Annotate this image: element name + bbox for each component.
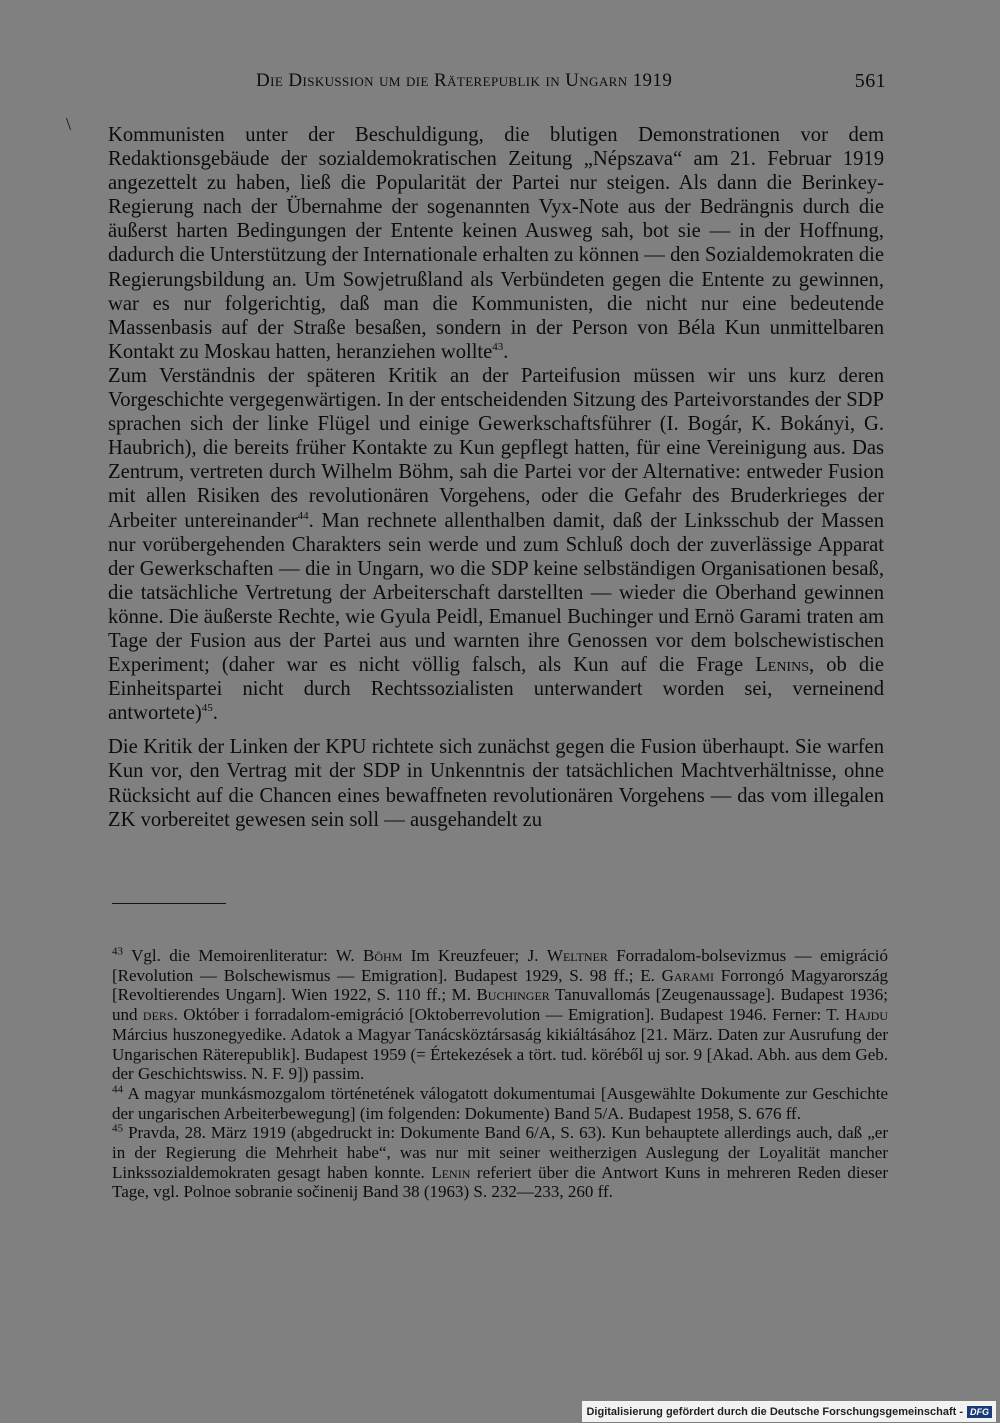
footnote-43-text: Forrongó Magyarország [Revoltierendes Ungarn]. Wien 1922, S. 110 ff.; M. [112, 965, 888, 1005]
paragraph-3: Die Kritik der Linken der KPU richtete sich zunächst gegen die Fusion überhaupt. Sie warfen Kun vor, den Vertrag mit der SDP in Unkenntnis der tatsächlichen Machtverhältnisse, ohne Rücksicht auf die Chancen eines bewaffneten revolutionären Vorgehens — das vom illegalen ZK vorbereitet gewesen sein soll — ausgehandelt zu [108, 736, 884, 831]
footnote-43-number: 43 [112, 945, 123, 958]
paragraph-2-text-a: Zum Verständnis der späteren Kritik an der Parteifusion müssen wir uns kurz deren Vorgeschichte vergegenwärtigen. In der entscheidenden Sitzung des Parteivorstandes der SDP sprachen sich der linke Flügel und einige Gewerkschaftsführer (I. Bogár, K. Bokányi, G. Haubrich), die bereits früher Kontakte zu Kun gepflegt hatten, für eine Vereinigung aus. Das Zentrum, vertreten durch Wilhelm Böhm, sah die Partei vor der Alternative: entweder Fusion mit allen Risiken des revolutionären Vorgehens, oder die Gefahr des Bruderkrieges der Arbeiter untereinander [108, 364, 884, 532]
author-name: Buchinger [476, 985, 550, 1005]
paragraph-2-end: . [212, 702, 218, 725]
footnote-45-text: referiert über die Antwort Kuns in mehreren Reden dieser Tage, vgl. Polnoe sobranie sočinenij Band 38 (1963) S. 232—233, 260 ff. [112, 1162, 888, 1202]
footnote-43-text: Forradalom-bolsevizmus — emigráció [Revolution — Bolschewismus — Emigration]. Budapest 1929, S. 98 ff.; E. [112, 946, 888, 985]
running-header [256, 70, 886, 92]
footer-text: Digitalisierung gefördert durch die Deutsche Forschungsgemeinschaft - [586, 1405, 963, 1418]
footnote-ref-43[interactable]: 43 [492, 340, 504, 353]
paragraph-2 [108, 364, 884, 725]
footnotes [112, 946, 888, 1202]
paragraph-2-text-b: . Man rechnete allenthalben damit, daß der Linksschub der Massen nur vorübergehenden Charakters sein werde und zum Schluß doch der zuverlässige Apparat der Gewerkschaften — die in Ungarn, wo die SDP keine selbständigen Organisationen besaß, die tatsächliche Vertretung der Arbeiterschaft darstellten — wieder die Oberhand gewinnen könne. Die äußerste Rechte, wie Gyula Peidl, Emanuel Buchinger und Ernö Garami traten am Tage der Fusion aus der Partei aus und warnten ihre Genossen vor dem bolschewistischen Experiment; (daher war es nicht völlig falsch, als Kun auf die Frage [108, 509, 884, 677]
main-text [108, 123, 884, 832]
paragraph-1 [108, 123, 884, 364]
footnote-separator [112, 903, 226, 904]
footnote-43-text: Im Kreuzfeuer; J. [402, 946, 547, 965]
author-name: Lenin [431, 1162, 471, 1182]
page-number: 561 [854, 70, 886, 92]
paragraph-1-end: . [503, 340, 509, 363]
digitization-footer [582, 1401, 996, 1422]
footnote-44-text: A magyar munkásmozgalom történetének válogatott dokumentumai [Ausgewählte Dokumente zur Geschichte der ungarischen Arbeiterbewegung] (im folgenden: Dokumente) Band 5/A. Budapest 1958, S. 676 ff. [112, 1083, 888, 1123]
dfg-logo-icon: DFG [967, 1406, 992, 1418]
footnote-44-number: 44 [112, 1083, 123, 1096]
footnote-45-text: Pravda, 28. März 1919 (abgedruckt in: Dokumente Band 6/A, S. 63). Kun behauptete allerdings auch, daß „er in der Regierung die Mehrheit habe“, was nur mit seiner weitherzigen Auslegung der Loyalität mancher Linkssozialdemokraten gesagt haben konnte. [112, 1123, 888, 1182]
footnote-43-text: Október i forradalom-emigráció [Oktoberrevolution — Emigration]. Budapest 1946. Ferner: T. [177, 1005, 846, 1025]
paragraph-1-text: Kommunisten unter der Beschuldigung, die blutigen Demonstrationen vor dem Redaktionsgebäude der sozialdemokratischen Zeitung „Népszava“ am 21. Februar 1919 angezettelt zu haben, ließ die Popularität der Partei nur steigen. Als dann die Berinkey-Regierung nach der Übernahme der sogenannten Vyx-Note aus der Bedrängnis durch die äußerst harten Bedingungen der Entente keinen Ausweg sah, bot sie — in der Hoffnung, dadurch die Unterstützung der Internationale erhalten zu können — den Sozialdemokraten die Regierungsbildung an. Um Sowjetrußland als Verbündeten gegen die Entente zu gewinnen, war es nur folgerichtig, daß man die Kommunisten, die nicht nur eine bedeutende Massenbasis auf der Straße besaßen, sondern in der Person von Béla Kun unmittelbaren Kontakt zu Moskau hatten, heranziehen wollte [108, 124, 884, 363]
footnote-45 [112, 1123, 888, 1202]
footnote-43-text: Tanuvallomás [Zeugenaussage]. Budapest 1936; und [112, 985, 888, 1025]
author-name: Hajdu [845, 1005, 888, 1025]
author-name: Garami [661, 965, 714, 985]
author-name: Weltner [546, 946, 608, 965]
running-title: Die Diskussion um die Räterepublik in Ungarn 1919 [256, 70, 673, 91]
footnote-43-text: Vgl. die Memoirenliteratur: W. [123, 946, 364, 965]
paragraph-2-text-c: , ob die Einheitspartei nicht durch Rechtssozialisten unterwandert worden sei, verneinend antwortete) [108, 654, 884, 725]
footnote-45-number: 45 [112, 1122, 123, 1135]
footnote-44 [112, 1084, 888, 1123]
footnote-43-text: Március huszonegyedike. Adatok a Magyar Tanácsköztársaság kikiáltásához [21. März. Daten zur Ausrufung der Ungarischen Räterepublik]. Budapest 1959 (= Értekezések a tört. tud. köréből uj sor. 9 [Akad. Abh. aus dem Geb. der Geschichtswiss. N. F. 9]) passim. [112, 1024, 888, 1084]
margin-mark: \ [66, 114, 72, 134]
author-name: Böhm [363, 946, 403, 965]
footnote-43 [112, 946, 888, 1084]
author-name: ders. [142, 1005, 178, 1025]
footnote-ref-45[interactable]: 45 [201, 702, 213, 715]
name-lenin: Lenins [755, 654, 809, 677]
footnote-ref-44[interactable]: 44 [297, 509, 309, 522]
